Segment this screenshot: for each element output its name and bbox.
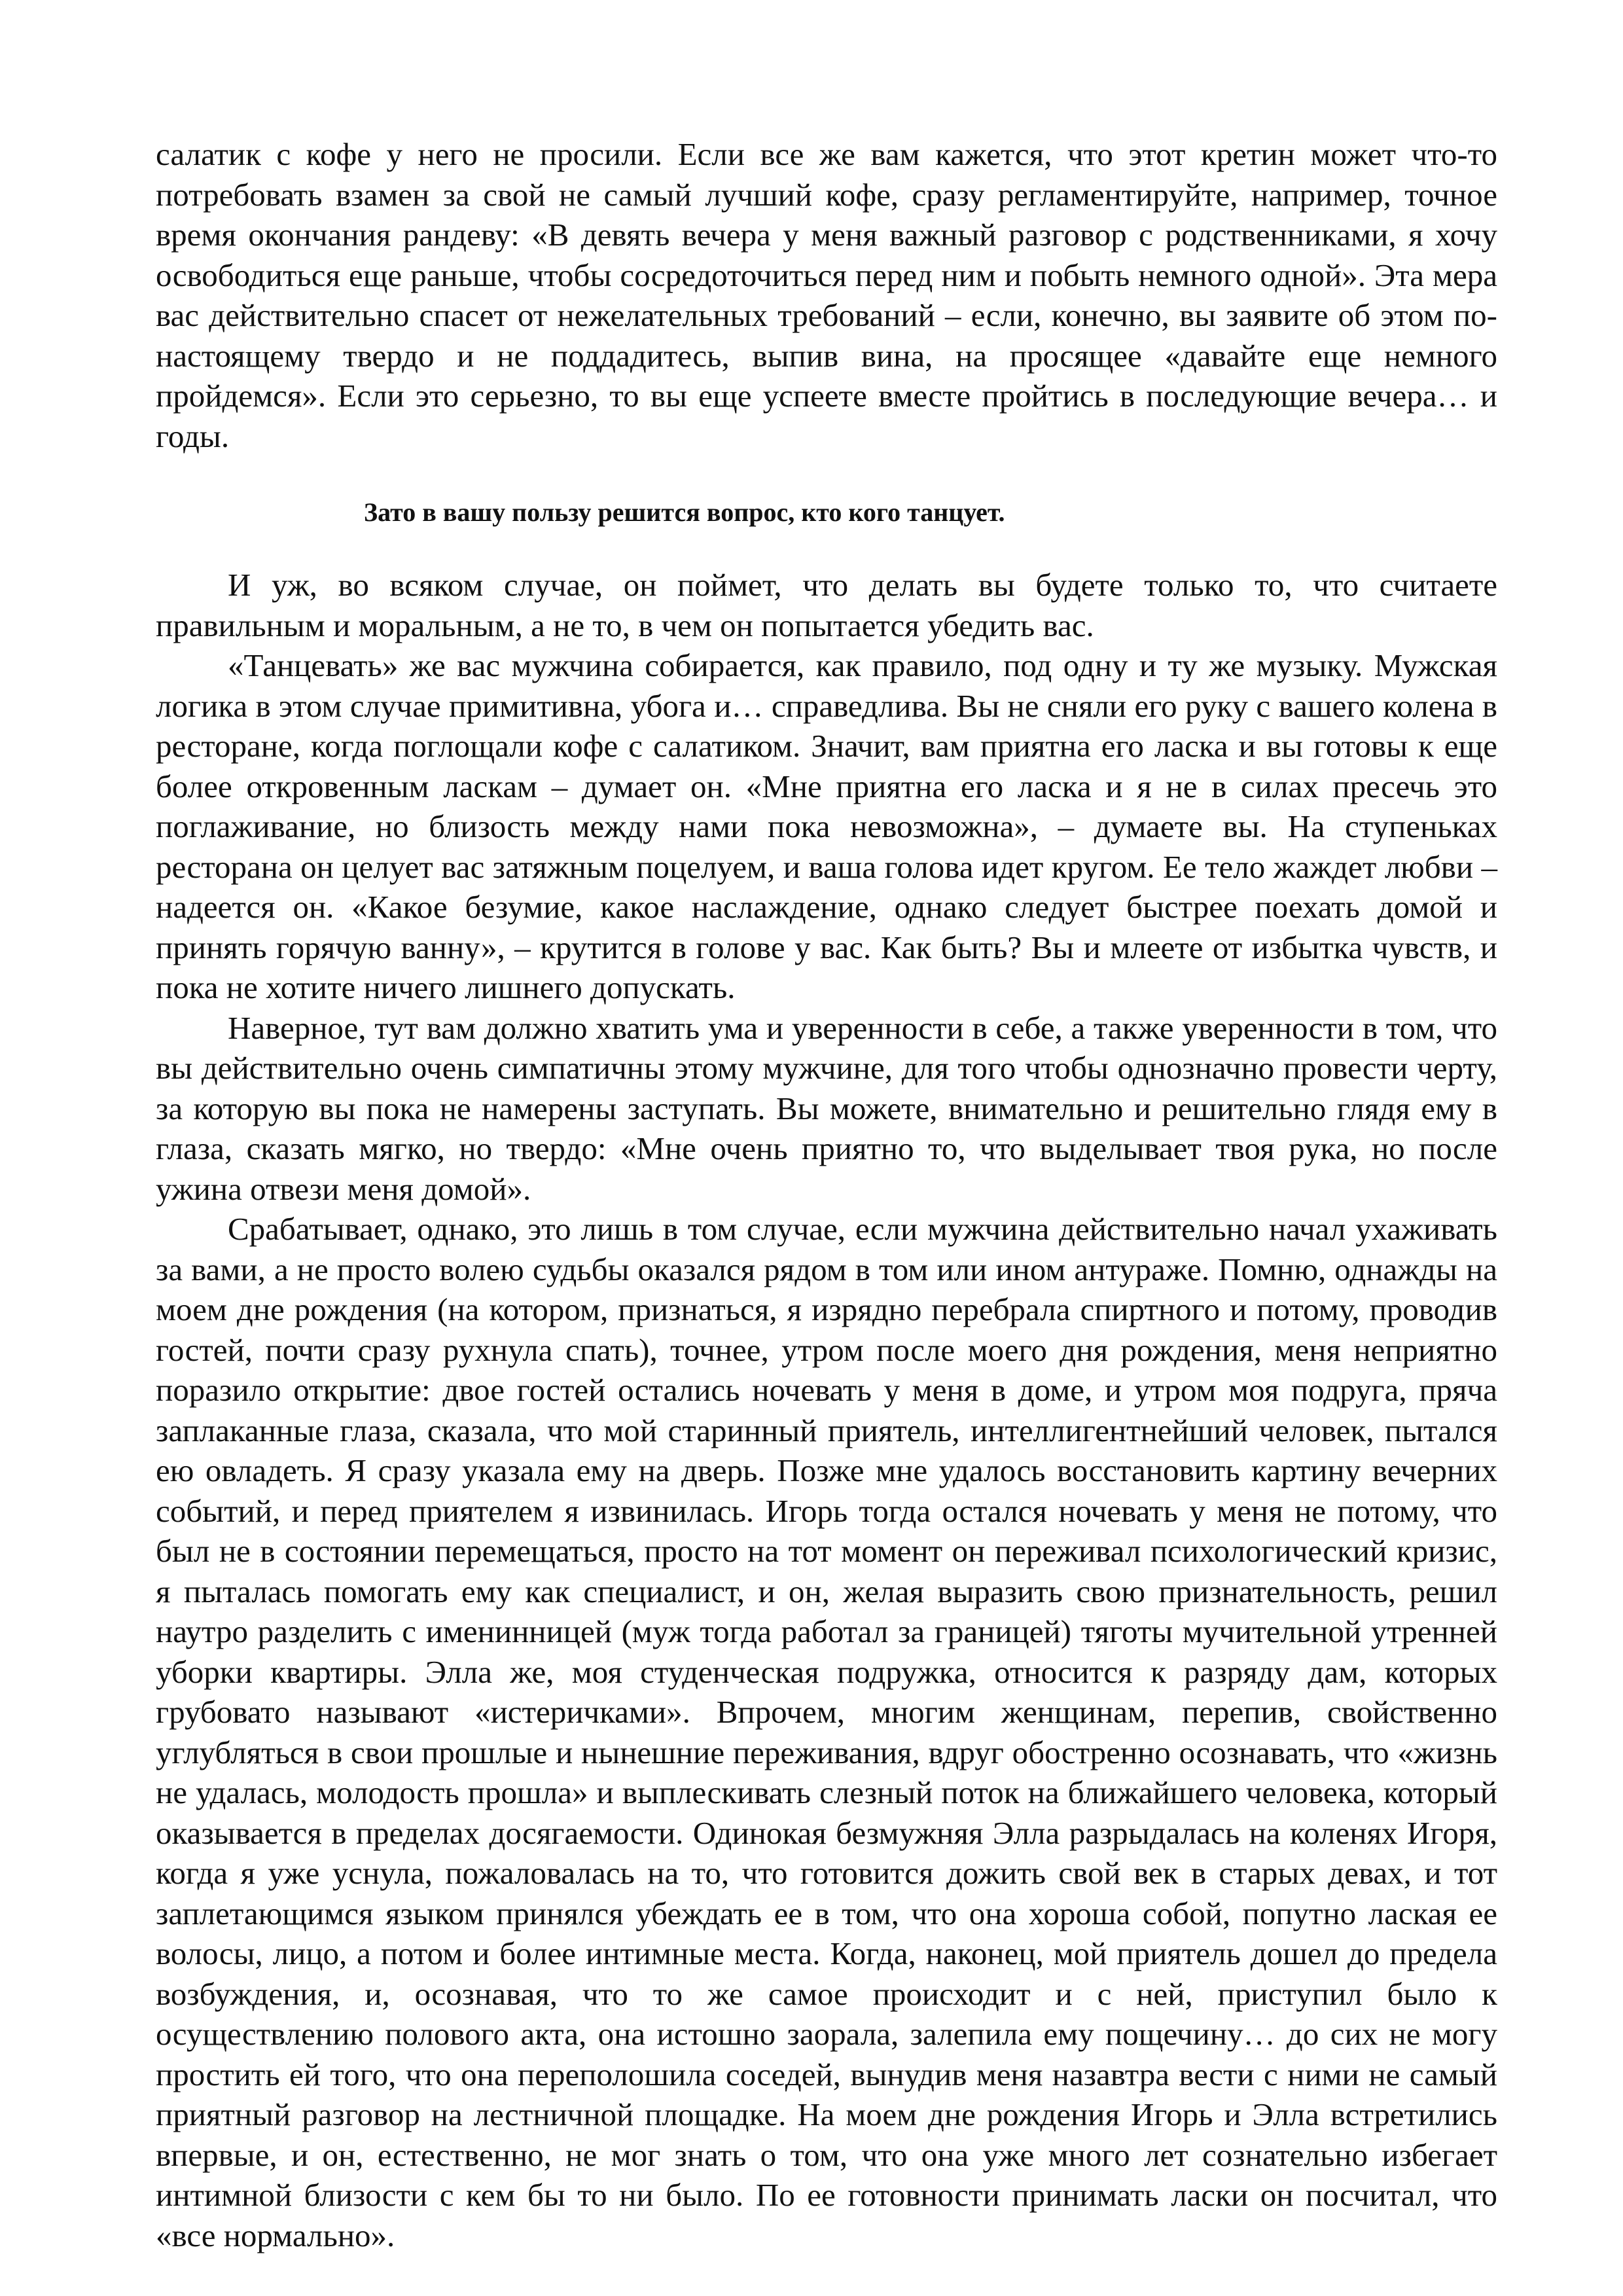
paragraph-continuation: салатик с кофе у него не просили. Если все же вам кажется, что этот кретин может что-то потребовать взамен за свой не самый лучший кофе, сразу регламентируйте, например, точное время окончания рандеву: «В девять вечера у меня важный разговор с родственниками, я хочу освободиться еще раньше, чтобы сосредоточиться перед ним и побыть немного одной». Эта мера вас действительно спасет от нежелательных требований – если, конечно, вы заявите об этом по-настоящему твердо и не поддадитесь, выпив вина, на просящее «давайте еще немного пройдемся». Если это серьезно, то вы еще успеете вместе пройтись в последующие вечера… и годы. bbox=[156, 136, 1497, 454]
document-page bbox=[156, 134, 1497, 2255]
paragraph: И уж, во всяком случае, он поймет, что делать вы будете только то, что считаете правильным и моральным, а не то, в чем он попытается убедить вас. bbox=[156, 567, 1497, 643]
paragraph: Срабатывает, однако, это лишь в том случае, если мужчина действительно начал ухаживать за вами, а не просто волею судьбы оказался рядом в том или ином антураже. Помню, однажды на моем дне рождения (на котором, признаться, я изрядно перебрала спиртного и потому, проводив гостей, почти сразу рухнула спать), точнее, утром после моего дня рождения, меня неприятно поразило открытие: двое гостей остались ночевать у меня в доме, и утром моя подруга, пряча заплаканные глаза, сказала, что мой старинный приятель, интеллигентнейший человек, пытался ею овладеть. Я сразу указала ему на дверь. Позже мне удалось восстановить картину вечерних событий, и перед приятелем я извинилась. Игорь тогда остался ночевать у меня не потому, что был не в состоянии перемещаться, просто на тот момент он переживал психологический кризис, я пыталась помогать ему как специалист, и он, желая выразить свою признательность, решил наутро разделить с именинницей (муж тогда работал за границей) тяготы мучительной утренней уборки квартиры. Элла же, моя студенческая подружка, относится к разряду дам, которых грубовато называют «истеричками». Впрочем, многим женщинам, перепив, свойственно углубляться в свои прошлые и нынешние переживания, вдруг обостренно осознавать, что «жизнь не удалась, молодость прошла» и выплескивать слезный поток на ближайшего человека, который оказывается в пределах досягаемости. Одинокая безмужняя Элла разрыдалась на коленях Игоря, когда я уже уснула, пожаловалась на то, что готовится дожить свой век в старых девах, и тот заплетающимся языком принялся убеждать ее в том, что она хороша собой, попутно лаская ее волосы, лицо, а потом и более интимные места. Когда, наконец, мой приятель дошел до предела возбуждения, и, осознавая, что то же самое происходит и с ней, приступил было к осуществлению полового акта, она истошно заорала, залепила ему пощечину… до сих не могу простить ей того, что она переполошила соседей, вынудив меня назавтра вести с ними не самый приятный разговор на лестничной площадке. На моем дне рождения Игорь и Элла встретились впервые, и он, естественно, не мог знать о том, что она уже много лет сознательно избегает интимной близости с кем бы то ни было. По ее готовности принимать ласки он посчитал, что «все нормально». bbox=[156, 1211, 1497, 2253]
paragraph: «Танцевать» же вас мужчина собирается, как правило, под одну и ту же музыку. Мужская логика в этом случае примитивна, убога и… справедлива. Вы не сняли его руку с вашего колена в ресторане, когда поглощали кофе с салатиком. Значит, вам приятна его ласка и вы готовы к еще более откровенным ласкам – думает он. «Мне приятна его ласка и я не в силах пресечь это поглаживание, но близость между нами пока невозможна», – думаете вы. На ступеньках ресторана он целует вас затяжным поцелуем, и ваша голова идет кругом. Ее тело жаждет любви – надеется он. «Какое безумие, какое наслаждение, однако следует быстрее поехать домой и принять горячую ванну», – крутится в голове у вас. Как быть? Вы и млеете от избытка чувств, и пока не хотите ничего лишнего допускать. bbox=[156, 647, 1497, 1005]
paragraph: Наверное, тут вам должно хватить ума и уверенности в себе, а также уверенности в том, что вы действительно очень симпатичны этому мужчине, для того чтобы однозначно провести черту, за которую вы пока не намерены заступать. Вы можете, внимательно и решительно глядя ему в глаза, сказать мягко, но твердо: «Мне очень приятно то, что выделывает твоя рука, но после ужина отвези меня домой». bbox=[156, 1009, 1497, 1207]
section-heading: Зато в вашу пользу решится вопрос, кто кого танцует. bbox=[364, 497, 1005, 527]
